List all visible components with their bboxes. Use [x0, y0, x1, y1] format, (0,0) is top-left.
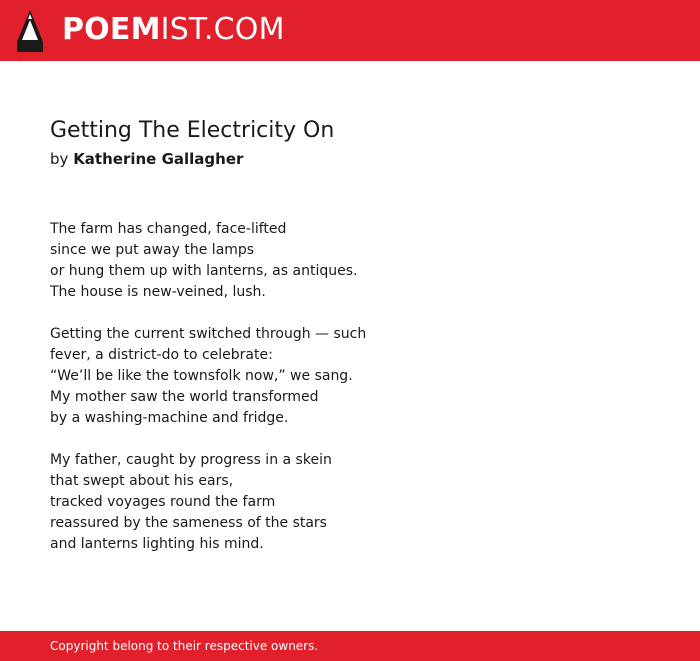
- poem-line: The farm has changed, face-lifted: [50, 221, 287, 237]
- copyright-text: Copyright belong to their respective owners.: [50, 639, 319, 653]
- poem-line: since we put away the lamps: [50, 242, 255, 258]
- byline: [50, 149, 243, 169]
- poem-line: My mother saw the world transformed: [50, 389, 319, 405]
- stanza: [50, 450, 650, 555]
- logo-light-text: IST.COM: [160, 12, 285, 47]
- poem-line: by a washing-machine and fridge.: [50, 410, 289, 426]
- byline-prefix: by: [50, 150, 69, 168]
- poem-line: “We’ll be like the townsfolk now,” we sang.: [50, 368, 353, 384]
- poem-line: tracked voyages round the farm: [50, 494, 276, 510]
- poem-line: Getting the current switched through — such: [50, 326, 367, 342]
- poem-line: that swept about his ears,: [50, 473, 234, 489]
- site-footer: [0, 631, 700, 661]
- author-name: Katherine Gallagher: [73, 150, 244, 168]
- stanza: [50, 324, 650, 429]
- poem-body: [50, 219, 650, 576]
- poem-title: Getting The Electricity On: [50, 118, 335, 143]
- site-logo[interactable]: [62, 12, 285, 48]
- stanza: [50, 219, 650, 303]
- site-header: [0, 0, 700, 61]
- poem-line: fever, a district-do to celebrate:: [50, 347, 273, 363]
- poem-line: or hung them up with lanterns, as antiques.: [50, 263, 358, 279]
- logo-bold-text: POEM: [62, 12, 161, 47]
- poem-line: The house is new-veined, lush.: [50, 284, 266, 300]
- poem-line: reassured by the sameness of the stars: [50, 515, 327, 531]
- pencil-icon[interactable]: [16, 10, 44, 52]
- poem-line: and lanterns lighting his mind.: [50, 536, 264, 552]
- poem-line: My father, caught by progress in a skein: [50, 452, 332, 468]
